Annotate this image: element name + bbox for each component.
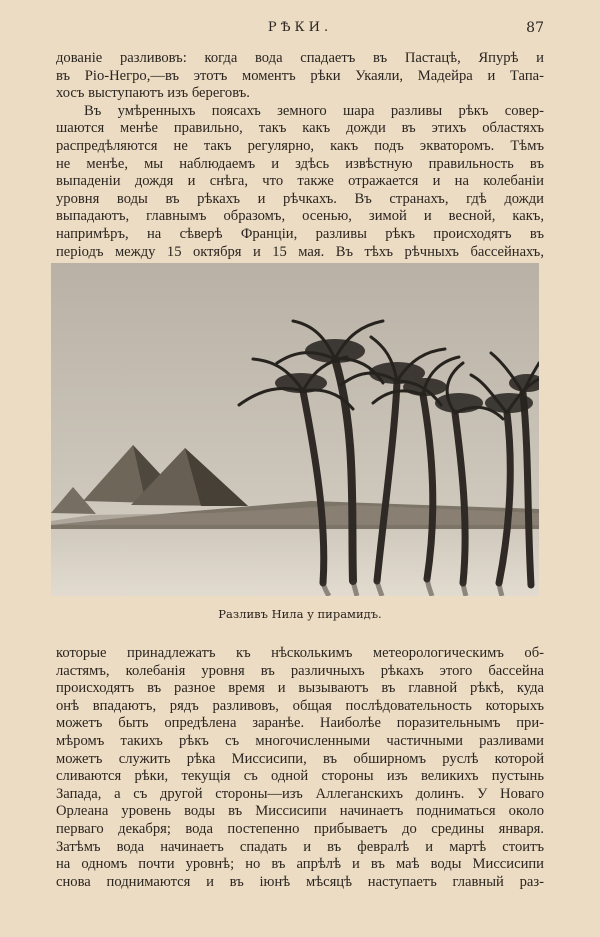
bottom-paragraph — [56, 645, 544, 891]
text-line: напримѣръ, на сѣверѣ Франціи, разливы рѣкъ происходятъ въ — [56, 225, 544, 242]
running-title: РѢКИ. — [267, 20, 333, 35]
text-line: онѣ впадаютъ, рядъ разливовъ, общая послѣдовательность которыхъ — [56, 697, 544, 714]
text-line: хосъ выступаютъ изъ береговъ. — [56, 85, 250, 102]
nile-pyramids-photograph — [51, 263, 539, 596]
text-line: сливаются рѣки, текущія съ одной стороны изъ великихъ пустынь — [56, 768, 544, 785]
text-line: Запада, а съ другой стороны—изъ Аллеганскихъ долинъ. У Новаго — [56, 785, 544, 802]
figure-caption: Разливъ Нила у пирамидъ. — [218, 607, 382, 621]
text-line: ластямъ, колебанія уровня въ различныхъ рѣкахъ этого бассейна — [56, 662, 544, 679]
text-line: распредѣляются не такъ регулярно, какъ подъ экваторомъ. Тѣмъ — [56, 137, 544, 154]
text-line: которые принадлежатъ къ нѣсколькимъ метеорологическимъ об- — [56, 645, 544, 661]
text-line: снова поднимаются и въ іюнѣ мѣсяцѣ наступаетъ главный раз- — [56, 873, 544, 890]
text-line: Въ умѣренныхъ поясахъ земного шара разливы рѣкъ совер- — [84, 102, 544, 119]
text-line: Затѣмъ вода начинаетъ спадать и въ февралѣ и мартѣ стоитъ — [56, 838, 544, 855]
text-line: мѣромъ такихъ рѣкъ съ многочисленными частичными разливами — [56, 732, 544, 749]
top-paragraph — [56, 50, 544, 261]
page-number: 87 — [526, 20, 544, 36]
page-header — [56, 20, 544, 40]
text-line: въ Ріо-Негро,—въ этотъ моментъ рѣки Укаяли, Мадейра и Тапа- — [56, 67, 544, 84]
text-line: дованіе разливовъ: когда вода спадаетъ въ Пастацѣ, Япурѣ и — [56, 50, 544, 66]
text-line: Орлеана уровень воды въ Миссисипи начинаетъ подниматься около — [56, 803, 544, 820]
text-line: происходятъ въ разное время и вызываютъ въ главной рѣкѣ, куда — [56, 680, 544, 697]
text-line: выпадаютъ, главнымъ образомъ, осенью, зимой и весной, какъ, — [56, 208, 544, 225]
text-line: уровня воды въ рѣкахъ и рѣчкахъ. Въ странахъ, гдѣ дожди — [56, 190, 544, 207]
text-line: шаются менѣе правильно, такъ какъ дожди въ этихъ областяхъ — [56, 120, 544, 137]
text-line: можетъ служить рѣка Миссисипи, въ обширномъ руслѣ которой — [56, 750, 544, 767]
text-line: на одномъ почти уровнѣ; но въ апрѣлѣ и въ маѣ воды Миссисипи — [56, 856, 544, 873]
text-line: можетъ быть опредѣлена заранѣе. Наиболѣе поразительнымъ при- — [56, 715, 544, 732]
text-line: перваго декабря; вода постепенно прибываетъ до средины января. — [56, 820, 544, 837]
text-line: не менѣе, мы наблюдаемъ и здѣсь извѣстную правильность въ — [56, 155, 544, 172]
text-line: выпаденіи дождя и снѣга, что также отражается и на колебаніи — [56, 173, 544, 190]
text-line: періодъ между 15 октября и 15 мая. Въ тѣхъ рѣчныхъ бассейнахъ, — [56, 243, 544, 260]
